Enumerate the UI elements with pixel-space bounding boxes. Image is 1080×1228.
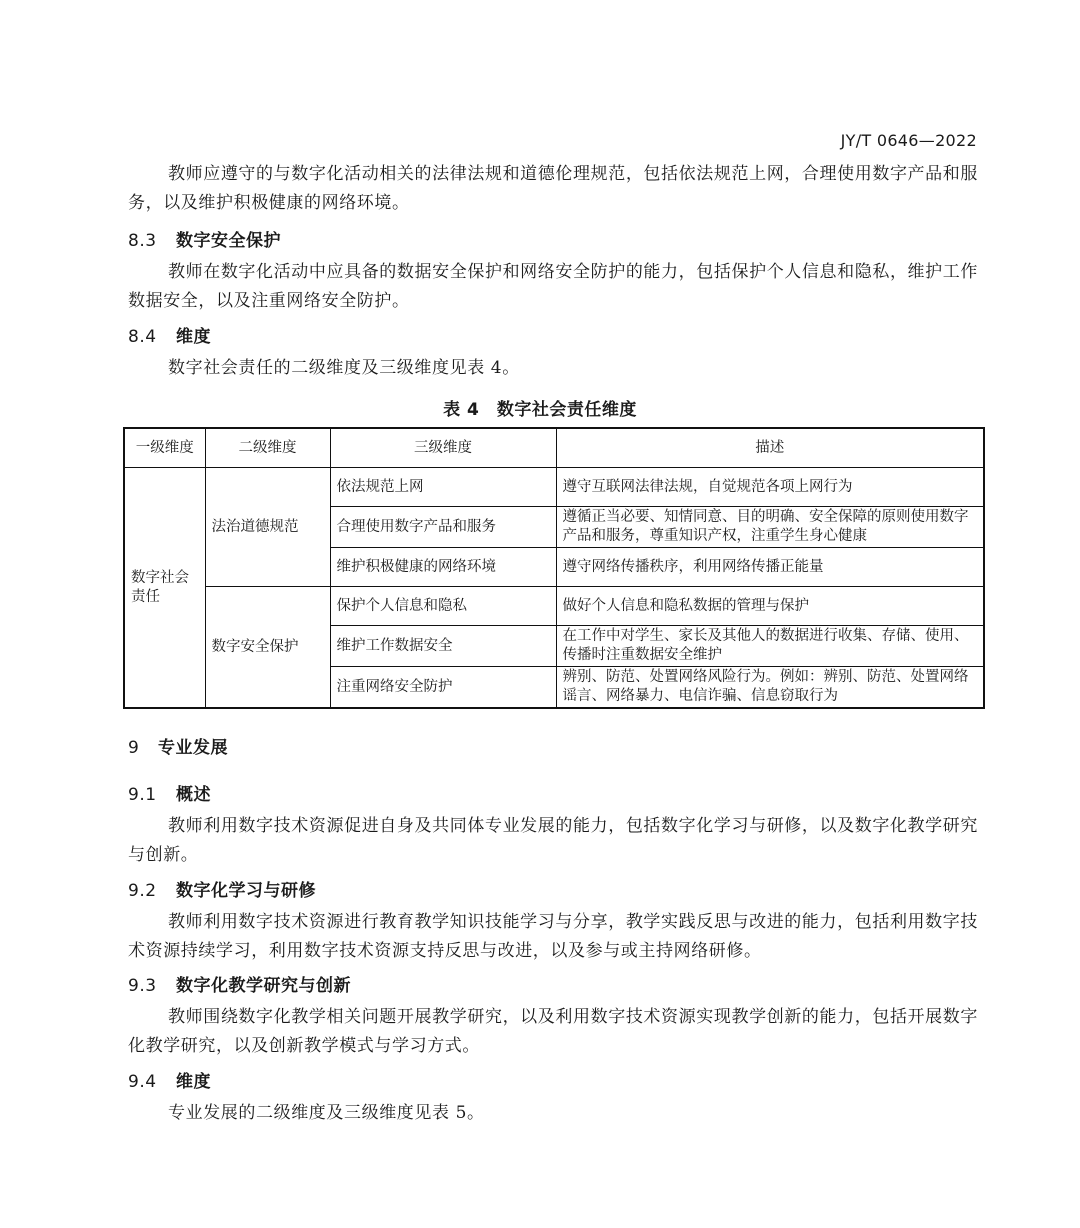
section-number: 9.1 (128, 785, 157, 805)
table-4-caption: 表 4 数字社会责任维度 (443, 400, 637, 420)
section-title: 数字化学习与研修 (176, 881, 316, 901)
section-number: 9 (128, 738, 140, 758)
description-cell: 遵守网络传播秩序，利用网络传播正能量 (556, 548, 984, 587)
section-9-1-heading (128, 780, 211, 805)
section-8-4-text: 数字社会责任的二级维度及三级维度见表 4。 (168, 358, 520, 378)
header-level1: 一级维度 (124, 428, 205, 468)
section-title: 专业发展 (158, 738, 228, 758)
description-cell: 遵循正当必要、知情同意、目的明确、安全保障的原则使用数字产品和服务，尊重知识产权，注重学生身心健康 (556, 507, 984, 548)
section-number: 8.4 (128, 327, 157, 347)
level2-cell: 数字安全保护 (205, 587, 330, 709)
table-header-row (124, 428, 984, 468)
description-cell: 做好个人信息和隐私数据的管理与保护 (556, 587, 984, 626)
section-title: 维度 (176, 327, 211, 347)
section-number: 9.2 (128, 881, 157, 901)
description-cell: 遵守互联网法律法规，自觉规范各项上网行为 (556, 468, 984, 507)
section-title: 数字化教学研究与创新 (176, 976, 351, 996)
section-number: 9.3 (128, 976, 157, 996)
section-9-4-text: 专业发展的二级维度及三级维度见表 5。 (168, 1103, 485, 1123)
section-9-3-text: 教师围绕数字化教学相关问题开展教学研究，以及利用数字技术资源实现教学创新的能力，包括开展数字化教学研究，以及创新教学模式与学习方式。 (128, 1007, 978, 1056)
description-cell: 在工作中对学生、家长及其他人的数据进行收集、存储、使用、传播时注重数据安全维护 (556, 626, 984, 667)
section-9-2-text: 教师利用数字技术资源进行教育教学知识技能学习与分享，教学实践反思与改进的能力，包括利用数字技术资源持续学习，利用数字技术资源支持反思与改进，以及参与或主持网络研修。 (128, 912, 978, 961)
section-title: 数字安全保护 (176, 231, 281, 251)
section-9-4-heading (128, 1067, 211, 1092)
section-9-2-heading (128, 876, 316, 901)
section-title: 概述 (176, 785, 211, 805)
section-8-3-text: 教师在数字化活动中应具备的数据安全保护和网络安全防护的能力，包括保护个人信息和隐私，维护工作数据安全，以及注重网络安全防护。 (128, 262, 978, 311)
level3-cell: 合理使用数字产品和服务 (330, 507, 556, 548)
intro-paragraph: 教师应遵守的与数字化活动相关的法律法规和道德伦理规范，包括依法规范上网，合理使用数字产品和服务，以及维护积极健康的网络环境。 (128, 164, 978, 213)
level2-cell: 法治道德规范 (205, 468, 330, 587)
header-level3: 三级维度 (330, 428, 556, 468)
header-description: 描述 (556, 428, 984, 468)
section-number: 9.4 (128, 1072, 157, 1092)
section-9-3-heading (128, 971, 351, 996)
description-cell: 辨别、防范、处置网络风险行为。例如：辨别、防范、处置网络谣言、网络暴力、电信诈骗、信息窃取行为 (556, 667, 984, 709)
table-row (124, 587, 984, 626)
table-row (124, 468, 984, 507)
table-4 (123, 427, 985, 709)
standard-number: JY/T 0646—2022 (840, 131, 977, 150)
section-8-4-heading (128, 322, 211, 347)
level3-cell: 保护个人信息和隐私 (330, 587, 556, 626)
section-number: 8.3 (128, 231, 157, 251)
section-9-heading (128, 733, 228, 758)
level3-cell: 维护积极健康的网络环境 (330, 548, 556, 587)
section-8-3-heading (128, 226, 281, 251)
section-9-1-text: 教师利用数字技术资源促进自身及共同体专业发展的能力，包括数字化学习与研修，以及数字化教学研究与创新。 (128, 816, 978, 865)
level3-cell: 依法规范上网 (330, 468, 556, 507)
level1-cell: 数字社会责任 (124, 468, 205, 709)
section-title: 维度 (176, 1072, 211, 1092)
level3-cell: 注重网络安全防护 (330, 667, 556, 709)
level3-cell: 维护工作数据安全 (330, 626, 556, 667)
header-level2: 二级维度 (205, 428, 330, 468)
